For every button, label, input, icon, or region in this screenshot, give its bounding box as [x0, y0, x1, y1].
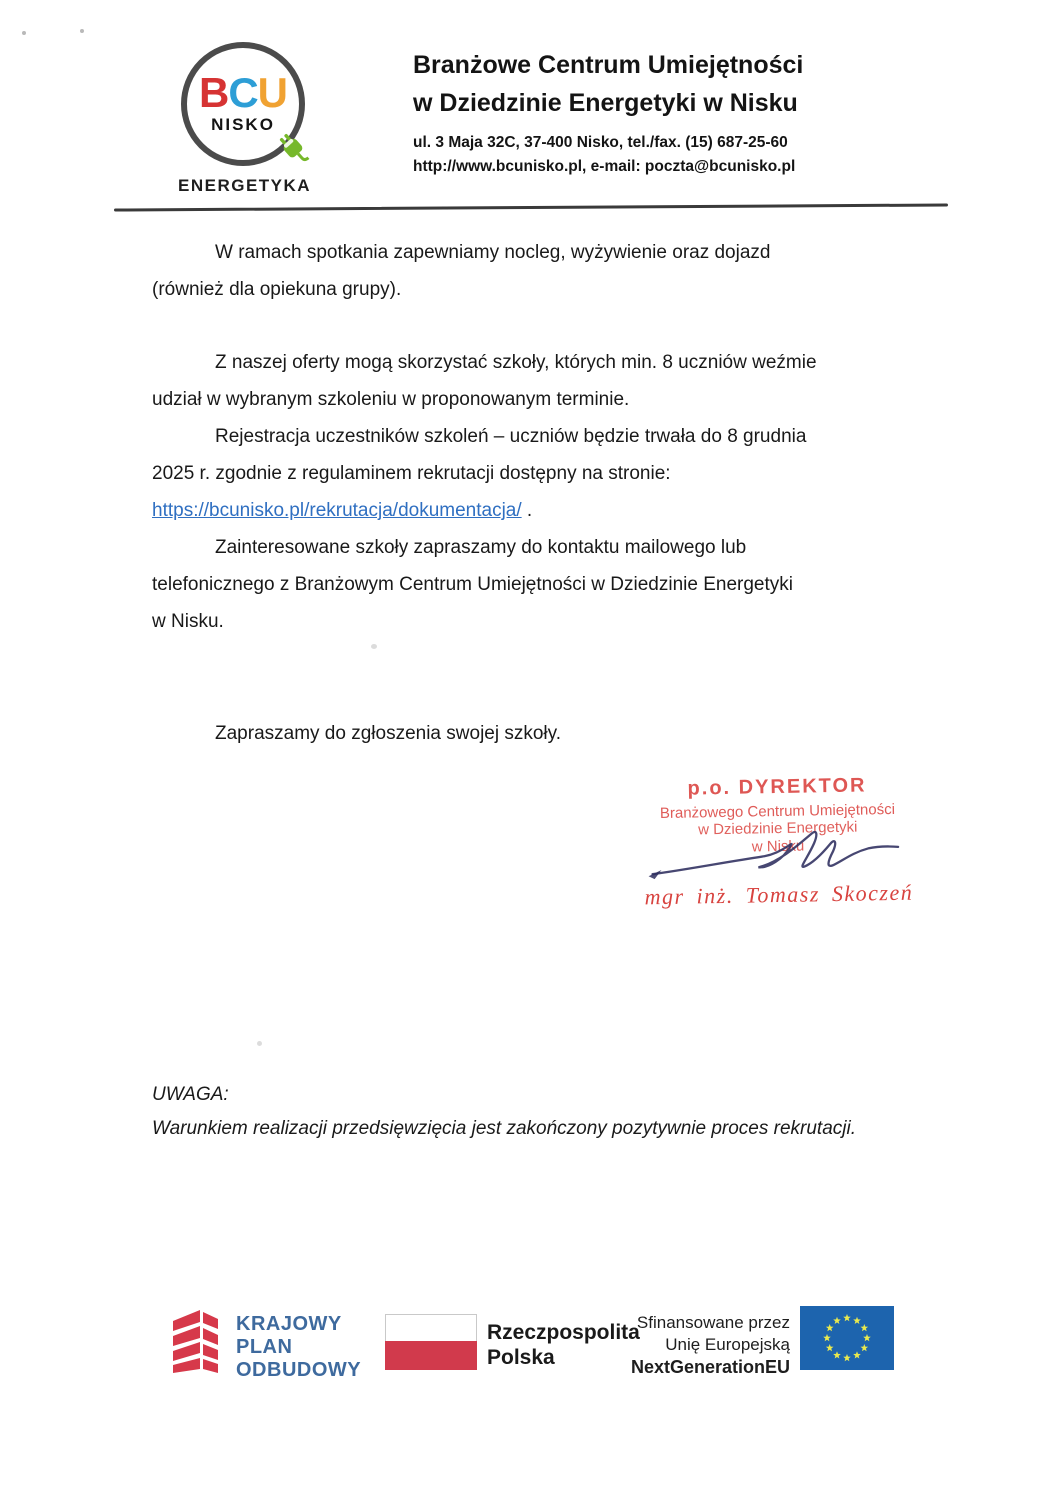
flag-red-stripe [385, 1341, 477, 1370]
letter-body [152, 234, 912, 752]
poland-line1: Rzeczpospolita [487, 1321, 640, 1344]
body-line: Z naszej oferty mogą skorzystać szkoły, których min. 8 uczniów weźmie [215, 352, 817, 373]
body-line: Zainteresowane szkoły zapraszamy do kontaktu mailowego lub [215, 537, 747, 558]
body-line: w Nisku. [152, 611, 224, 632]
kpo-logo-icon [170, 1306, 226, 1374]
scan-speck [80, 29, 84, 33]
header-divider [114, 203, 948, 211]
kpo-line2: PLAN [236, 1336, 293, 1358]
org-name-line1: Branżowe Centrum Umiejętności [413, 51, 804, 79]
stamp-title: p.o. DYREKTOR [687, 774, 867, 800]
notice-block [152, 1084, 856, 1140]
bcu-logo-letters [198, 69, 288, 116]
body-line: W ramach spotkania zapewniamy nocleg, wyżywienie oraz dojazd [215, 242, 771, 263]
logo-letter-b: B [198, 69, 229, 116]
logo-caption: ENERGETYKA [178, 176, 312, 195]
bcu-logo-circle [181, 42, 305, 166]
stamp-org-line3: w Nisku [751, 837, 805, 856]
body-line: udział w wybranym szkoleniu w proponowanym terminie. [152, 389, 630, 410]
org-contact: http://www.bcunisko.pl, e-mail: poczta@bcunisko.pl [413, 158, 796, 175]
stamp-org-line1: Branżowego Centrum Umiejętności [659, 800, 896, 823]
kpo-line3: ODBUDOWY [236, 1359, 362, 1381]
director-stamp [627, 773, 929, 910]
notice-label: UWAGA: [152, 1084, 229, 1105]
link-suffix: . [521, 500, 533, 521]
poland-line2: Polska [487, 1346, 555, 1369]
eu-line2: Unię Europejską [665, 1335, 790, 1354]
closing-line: Zapraszamy do zgłoszenia swojej szkoły. [215, 723, 562, 744]
body-line: (również dla opiekuna grupy). [152, 279, 402, 300]
logo-letter-c: C [228, 69, 258, 116]
scan-speck [22, 31, 26, 35]
stamp-org-line2: w Dziedzinie Energetyki [698, 818, 858, 839]
logo-city-label: NISKO [211, 115, 275, 134]
bcu-logo [178, 42, 312, 196]
eu-flag-icon [800, 1306, 894, 1370]
eu-line1: Sfinansowane przez [636, 1313, 790, 1332]
poland-flag-icon [385, 1314, 477, 1370]
recruitment-docs-link[interactable]: https://bcunisko.pl/rekrutacja/dokumentacja/ [152, 500, 522, 521]
flag-white-stripe [385, 1314, 477, 1341]
scan-speck [257, 1041, 262, 1046]
body-line: telefonicznego z Branżowym Centrum Umiejętności w Dziedzinie Energetyki [152, 574, 793, 595]
body-line: 2025 r. zgodnie z regulaminem rekrutacji dostępny na stronie: [152, 463, 671, 484]
plug-icon [271, 126, 313, 168]
notice-text: Warunkiem realizacji przedsięwzięcia jest zakończony pozytywnie proces rekrutacji. [152, 1118, 856, 1139]
kpo-line1: KRAJOWY [236, 1313, 342, 1335]
org-name-line2: w Dziedzinie Energetyki w Nisku [413, 89, 798, 117]
signer-name: mgr inż. Tomasz Skoczeń [644, 879, 914, 910]
letterhead [413, 46, 843, 179]
body-line: Rejestracja uczestników szkoleń – uczniów będzie trwała do 8 grudnia [215, 426, 807, 447]
body-link-line [152, 492, 912, 529]
logo-letter-u: U [257, 69, 288, 116]
eu-line3: NextGenerationEU [630, 1357, 790, 1377]
org-address: ul. 3 Maja 32C, 37-400 Nisko, tel./fax. (15) 687-25-60 [413, 134, 788, 151]
kpo-logo-text [236, 1313, 361, 1382]
eu-funding-label [598, 1312, 790, 1378]
